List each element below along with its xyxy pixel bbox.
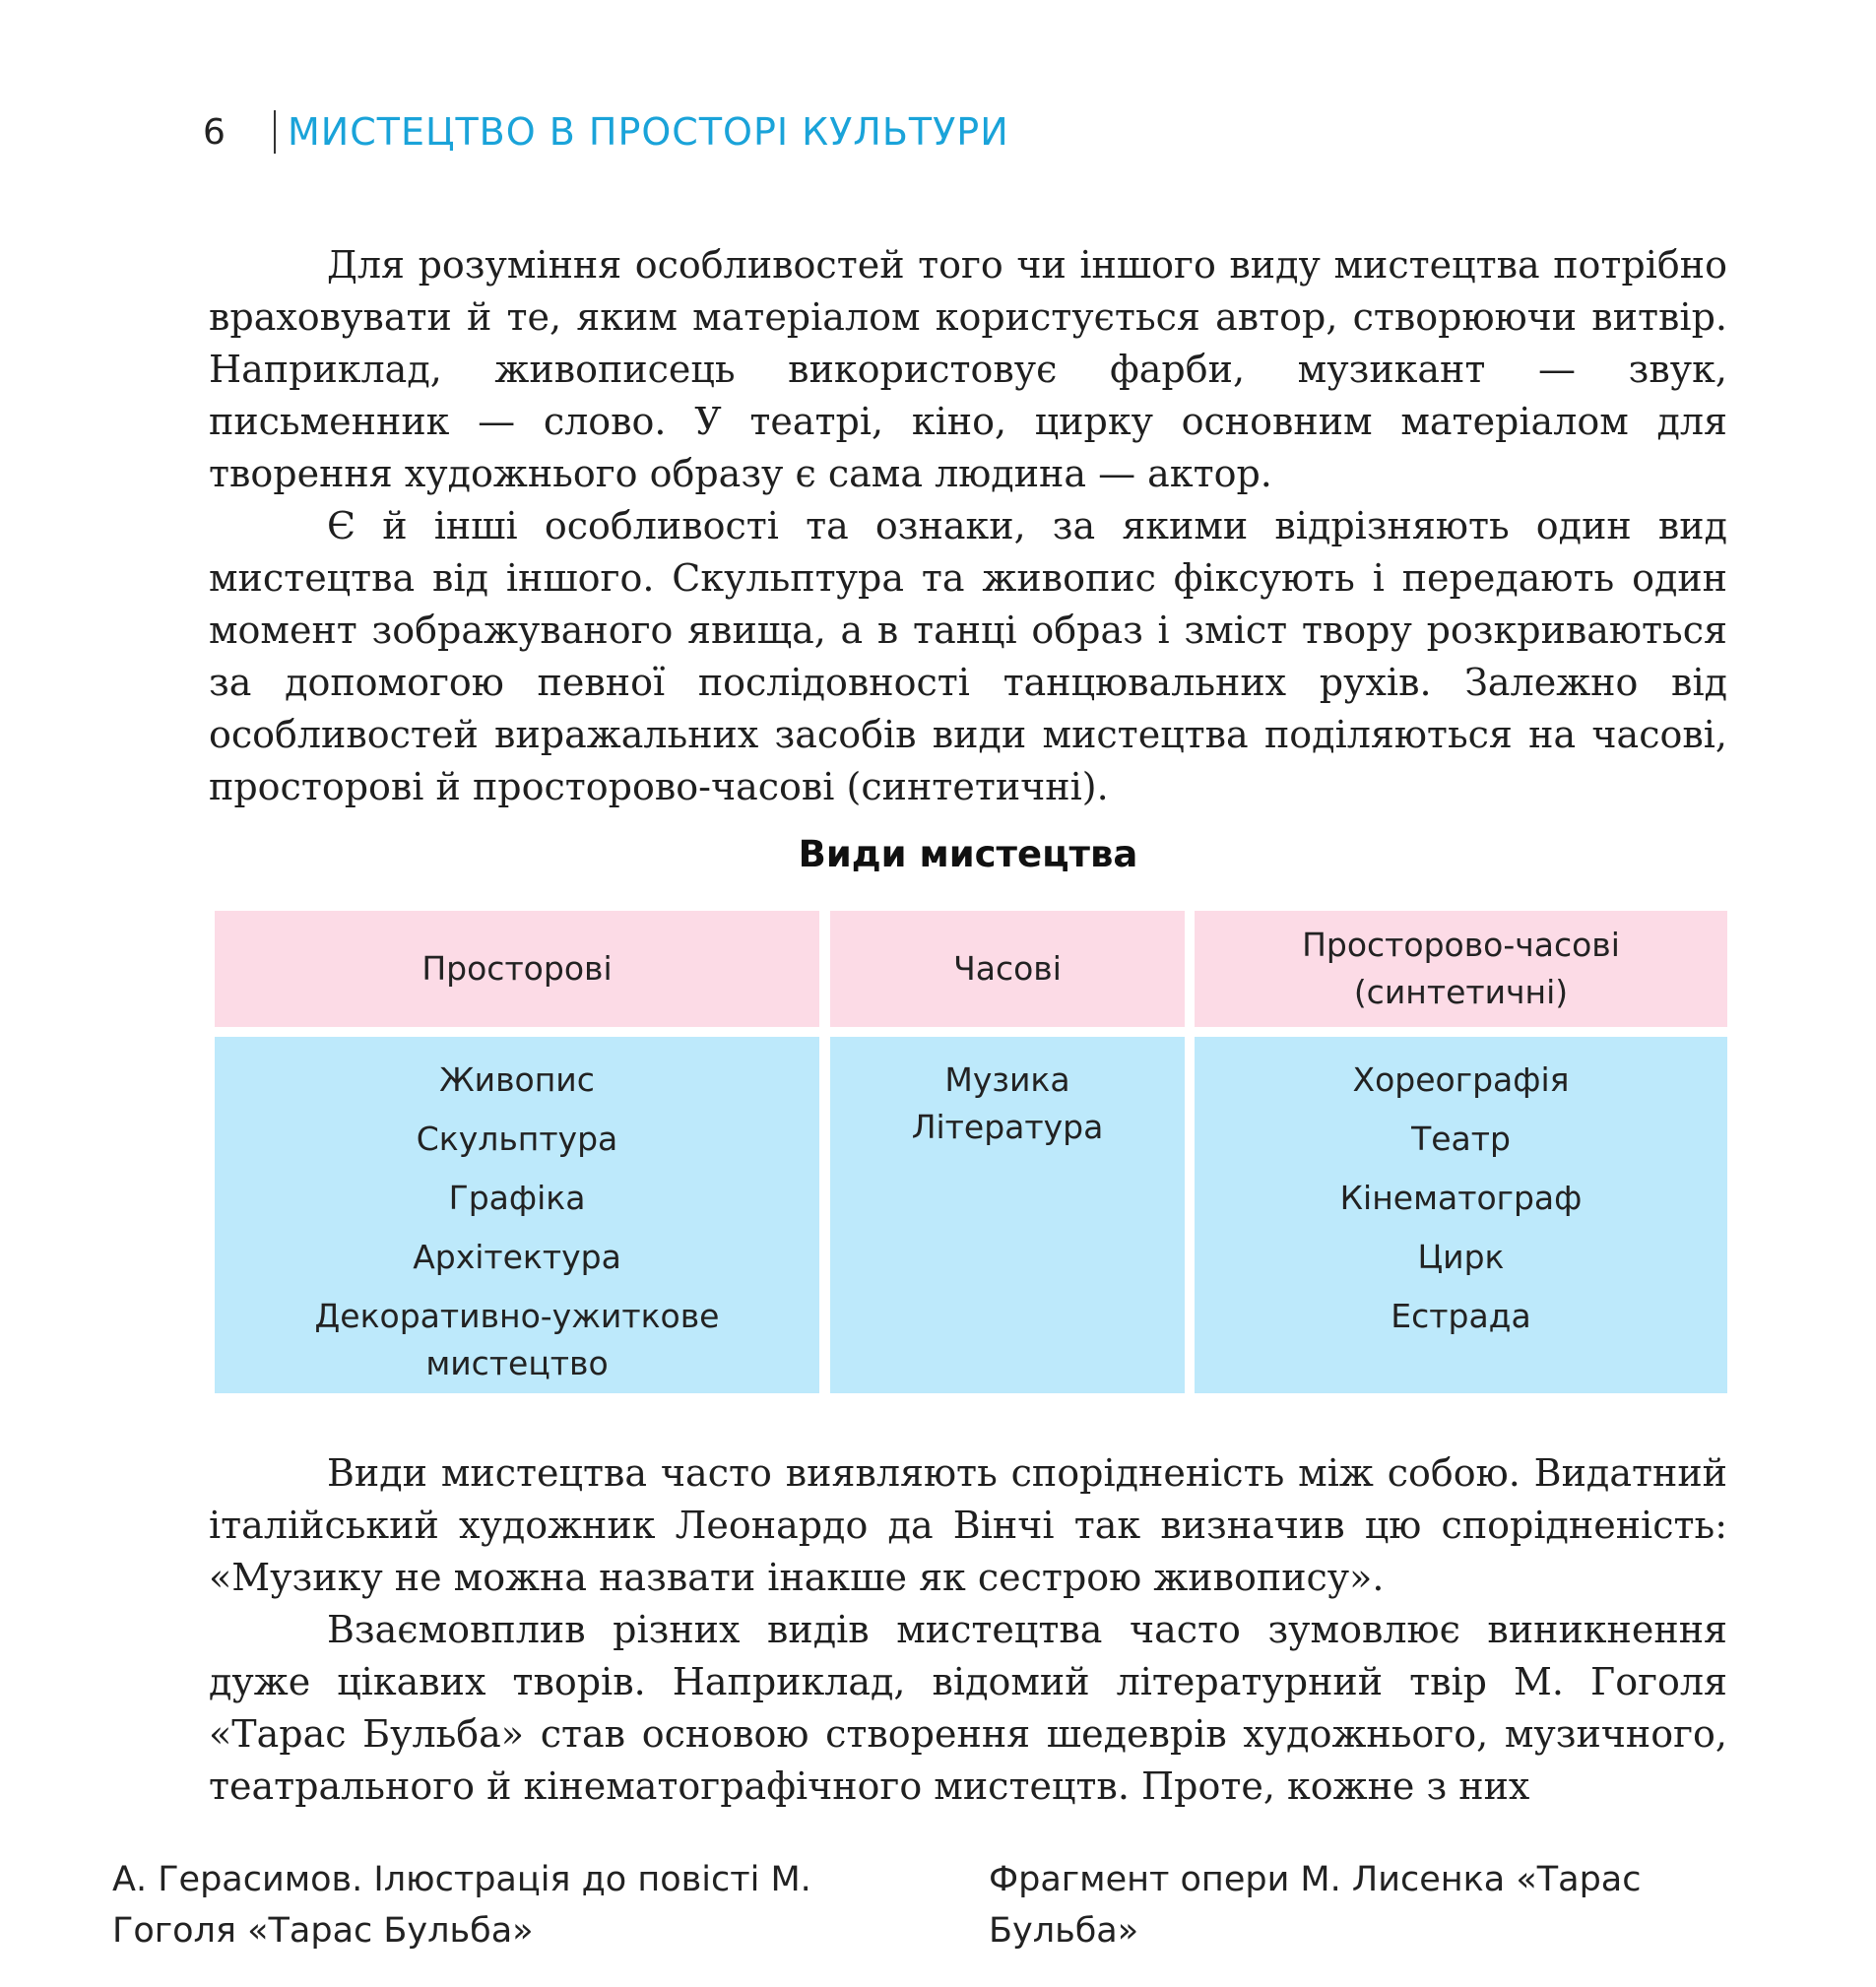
table-body-cell xyxy=(215,1037,819,1393)
paragraph: Взаємовплив різних видів мистецтва часто зумовлює виникнення дуже цікавих творів. Наприклад, відомий літературний твір М. Гоголя «Тарас Бульба» став основою створення шедеврів художнього, музичного, театрального й кінематографічного мистецтв. Проте, кожне з них xyxy=(209,1608,1727,1808)
image-caption-left: А. Герасимов. Ілюстрація до повісті М. Гоголя «Тарас Бульба» xyxy=(112,1860,811,1951)
list-item: Архітектура xyxy=(413,1238,621,1276)
header-divider xyxy=(274,110,276,154)
list-item: Естрада xyxy=(1391,1297,1531,1335)
list-item: Цирк xyxy=(1417,1238,1505,1276)
table-column-spatial xyxy=(215,911,819,1393)
body-text-bottom xyxy=(209,1447,1727,1813)
table-column-synthetic xyxy=(1195,911,1727,1393)
section-title: МИСТЕЦТВО В ПРОСТОРІ КУЛЬТУРИ xyxy=(288,110,1009,154)
table-header-cell: Просторові xyxy=(215,911,819,1027)
paragraph: Є й інші особливості та ознаки, за якими відрізняють один вид мистецтва від іншого. Скульптура та живопис фіксують і передають один момент зображуваного явища, а в танці образ і зміст твору розкриваються за допомогою певної послідовності танцювальних рухів. Залежно від особливостей виражальних засобів види мистецтва поділяються на часові, просторові й просторово-часові (синтетичні). xyxy=(209,504,1727,808)
art-types-table xyxy=(215,911,1727,1393)
image-caption-right: Фрагмент опери М. Лисенка «Тарас Бульба» xyxy=(989,1860,1642,1951)
list-item: Графіка xyxy=(448,1179,586,1217)
list-item: Кінематограф xyxy=(1339,1179,1583,1217)
table-title: Види мистецтва xyxy=(798,833,1138,875)
table-body-cell xyxy=(830,1037,1185,1393)
list-item: Скульптура xyxy=(416,1120,618,1158)
running-head xyxy=(203,106,1009,158)
table-header-cell: Просторово-часові (синтетичні) xyxy=(1195,911,1727,1027)
body-text-top xyxy=(209,239,1727,813)
paragraph: Види мистецтва часто виявляють спорідненість між собою. Видатний італійський художник Леонардо да Вінчі так визначив цю спорідненість: «Музику не можна назвати інакше як сестрою живопису». xyxy=(209,1451,1727,1599)
list-item: Декоративно-ужиткове мистецтво xyxy=(314,1297,720,1382)
list-item: Література xyxy=(911,1108,1104,1146)
paragraph: Для розуміння особливостей того чи іншого виду мистецтва потрібно враховувати й те, яким матеріалом користується автор, створюючи витвір. Наприклад, живописець використовує фарби, музикант — звук, письменник — слово. У театрі, кіно, цирку основним матеріалом для творення художнього образу є сама людина — актор. xyxy=(209,243,1727,495)
list-item: Музика xyxy=(944,1060,1070,1099)
page-number: 6 xyxy=(203,111,226,153)
list-item: Хореографія xyxy=(1352,1060,1570,1099)
table-body-cell xyxy=(1195,1037,1727,1393)
list-item: Театр xyxy=(1411,1120,1511,1158)
table-column-temporal xyxy=(830,911,1185,1393)
table-header-cell: Часові xyxy=(830,911,1185,1027)
list-item: Живопис xyxy=(439,1060,595,1099)
